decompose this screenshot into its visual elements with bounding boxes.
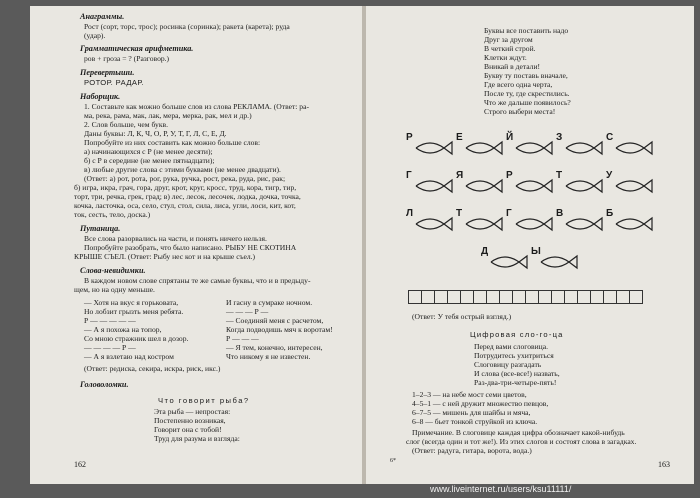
fish-line: Постепенно возникая,	[154, 416, 226, 425]
fish-fragment-icon	[514, 138, 554, 158]
poem-line: Буквы все поставить надо	[484, 26, 569, 35]
fish-fragment-icon	[514, 176, 554, 196]
poem-line: — — — Р —	[226, 307, 269, 316]
putanica-line: КРЫШЕ СЪЕЛ. (Ответ: Рыбу нес кот и на крыше съел.)	[74, 252, 256, 261]
answer-cell	[421, 290, 435, 304]
puzzle-cell	[456, 208, 506, 234]
answer-cell	[577, 290, 591, 304]
nab-line: (Ответ: а) рот, рота, рог, рука, ручка, рост, река, руда, рис, рак;	[84, 174, 286, 183]
reversals-text: РОТОР. РАДАР.	[84, 78, 144, 87]
putanica-line: Попробуйте разобрать, что было написано. РЫБУ НЕ СКОТИНА	[84, 243, 297, 252]
puzzle-cell	[556, 132, 606, 158]
reversals-title: Перевертыши.	[80, 68, 135, 77]
watermark: www.liveinternet.ru/users/ksu11111/	[430, 484, 572, 494]
grammath-text: ров + гроза = ? (Разговор.)	[84, 54, 170, 63]
fish-fragment-icon	[614, 138, 654, 158]
clue-line: 6–7–5 — мишень для шайбы и мяча,	[412, 408, 531, 417]
puzzle-cell	[456, 170, 506, 196]
fish-fragment-icon	[414, 138, 454, 158]
putanica-title: Путаница.	[80, 224, 121, 233]
puzzle-letter: Р	[406, 132, 413, 143]
puzzle-cell	[606, 208, 656, 234]
puzzle-letter: Г	[506, 208, 512, 219]
poem-line: Вникай в детали!	[484, 62, 541, 71]
digital-line: И слова (все-все!) назвать,	[474, 369, 560, 378]
poem-line: Где всего одна черта,	[484, 80, 553, 89]
fish-title: Что говорит рыба?	[158, 396, 250, 405]
answer-cell	[538, 290, 552, 304]
answer-cell	[486, 290, 500, 304]
poem-line: — Я тем, конечно, интересен,	[226, 343, 323, 352]
puzzle-letter: Р	[506, 170, 513, 181]
clue-line: 6–8 — бьет тонкой струйкой из ключа.	[412, 417, 538, 426]
puzzle-letter: Д	[481, 246, 489, 257]
naborshchik-title: Наборщик.	[80, 92, 121, 101]
poem-line: — А я похожа на топор,	[84, 325, 162, 334]
left-page	[30, 6, 363, 484]
poem-line: И гасну в сумраке ночном.	[226, 298, 313, 307]
answer-cell	[590, 290, 604, 304]
poem-line: Р — — —	[226, 334, 259, 343]
fish-fragment-icon	[464, 138, 504, 158]
digital-line: Слоговицу разгадать	[474, 360, 542, 369]
page-number-left: 162	[74, 460, 86, 469]
anagrams-text: Рост (сорт, торс, трос); росинка (соринка); ракета (карета); руда	[84, 22, 290, 31]
puzzle-cell	[531, 246, 581, 272]
note-line: слог (всегда один и тот же!). Из этих слогов и состоят слова в загадках.	[406, 437, 637, 446]
fish-letter-puzzle	[406, 132, 676, 282]
puzzle-letter: Б	[606, 208, 614, 219]
puzzle-cell	[481, 246, 531, 272]
nab-line: б) игра, икра, грач, гора, друг, крот, круг, кросс, труд, кора, тигр, тир,	[74, 183, 297, 192]
puzzle-letter: Е	[456, 132, 463, 143]
invisible-line: В каждом новом слове спрятаны те же самые буквы, что и в предыду-	[84, 276, 311, 285]
poem-line: Но лобзит грызть меня ребята.	[84, 307, 184, 316]
poem-line: Клетки ждут.	[484, 53, 527, 62]
puzzle-letter: У	[606, 170, 613, 181]
puzzle-letter: В	[556, 208, 564, 219]
fish-fragment-icon	[564, 176, 604, 196]
poem-line: Со мною стражник шел в дозор.	[84, 334, 189, 343]
fish-fragment-icon	[464, 176, 504, 196]
fish-fragment-icon	[564, 138, 604, 158]
nab-line: а) начинающихся с Р (не менее десяти);	[84, 147, 213, 156]
right-page	[366, 6, 694, 484]
putanica-line: Все слова разорвались на части, и понять ничего нельзя.	[84, 234, 267, 243]
poem-line: После ту, где скрестились.	[484, 89, 570, 98]
poem-line: Друг за другом	[484, 35, 533, 44]
clue-line: 1–2–3 — на небе мост семи цветов,	[412, 390, 527, 399]
puzzle-letter: С	[606, 132, 614, 143]
puzzle-cell	[556, 170, 606, 196]
answer-grid	[408, 290, 642, 304]
answer-cell	[616, 290, 630, 304]
page-number-right: 163	[658, 460, 670, 469]
nab-line: торт, три, речка, грек, град; в) лес, лесок, лесочек, лодка, дочка, точка,	[74, 192, 301, 201]
puzzle-cell	[406, 208, 456, 234]
puzzle-cell	[406, 170, 456, 196]
digital-line: Потрудитесь ухитриться	[474, 351, 554, 360]
puzzle-letter: Т	[456, 208, 463, 219]
nab-line: б) с Р в середине (не менее пятнадцати);	[84, 156, 215, 165]
fish-fragment-icon	[614, 176, 654, 196]
note-line: (Ответ: радуга, гитара, ворота, вода.)	[412, 446, 532, 455]
poem-line: Р — — — — —	[84, 316, 136, 325]
nab-line: кочка, ласточка, оса, село, стул, стол, сила, лиса, угли, лоси, кит, кот,	[74, 201, 296, 210]
puzzle-letter: З	[556, 132, 563, 143]
puzzle-letter: Т	[556, 170, 563, 181]
answer-cell	[551, 290, 565, 304]
answer-cell	[525, 290, 539, 304]
invisible-line: щем, но на одну меньше.	[74, 285, 155, 294]
answer-cell	[408, 290, 422, 304]
poem-line: В четкий строй.	[484, 44, 536, 53]
puzzle-cell	[456, 132, 506, 158]
puzzle-cell	[406, 132, 456, 158]
poem-line: — — — — Р —	[84, 343, 136, 352]
grammath-title: Грамматическая арифметика.	[80, 44, 194, 53]
answer-cell	[603, 290, 617, 304]
answer-cell	[447, 290, 461, 304]
fish-fragment-icon	[614, 214, 654, 234]
puzzle-cell	[606, 132, 656, 158]
answer-cell	[629, 290, 643, 304]
nab-line: в) любые другие слова с этими буквами (не менее двадцати).	[84, 165, 281, 174]
puzzle-cell	[556, 208, 606, 234]
nab-line: 1. Составьте как можно больше слов из слова РЕКЛАМА. (Ответ: ра-	[84, 102, 309, 111]
nab-line: Попробуйте из них составить как можно больше слов:	[84, 138, 261, 147]
poem-line: Строго выбери места!	[484, 107, 556, 116]
puzzle-cell	[506, 208, 556, 234]
nab-line: Даны буквы: Л, К, Ч, О, Р, У, Т, Г, Л, С, Е, Д.	[84, 129, 227, 138]
poem-line: Что никому я не известен.	[226, 352, 311, 361]
puzzle-letter: Я	[456, 170, 464, 181]
poem-line: — Хотя на вкус я горьковата,	[84, 298, 179, 307]
poem-line: — А я взлетаю над костром	[84, 352, 174, 361]
signature-mark: 6*	[390, 458, 396, 464]
answer-cell	[460, 290, 474, 304]
nab-line: ма, река, рама, мак, лак, мера, мерка, рак, мел и др.)	[84, 111, 252, 120]
puzzle-cell	[506, 170, 556, 196]
puzzle-cell	[606, 170, 656, 196]
poem-line: Когда подводишь мяч к воротам!	[226, 325, 333, 334]
fish-fragment-icon	[514, 214, 554, 234]
fish-line: Труд для разума и взгляда:	[154, 434, 240, 443]
fish-fragment-icon	[464, 214, 504, 234]
poem-line: Что же дальше появилось?	[484, 98, 571, 107]
answer-cell	[564, 290, 578, 304]
fish-fragment-icon	[489, 252, 529, 272]
puzzle-letter: Л	[406, 208, 414, 219]
poem-line: — Соединяй меня с расчетом,	[226, 316, 324, 325]
fish-fragment-icon	[539, 252, 579, 272]
answer-cell	[473, 290, 487, 304]
anagrams-title: Анаграммы.	[80, 12, 125, 21]
puzzle-letter: Ы	[531, 246, 541, 257]
answer-cell	[434, 290, 448, 304]
answer-cell	[499, 290, 513, 304]
anagrams-text-2: (удар).	[84, 31, 106, 40]
digital-line: Перед вами слоговица.	[474, 342, 548, 351]
fish-line: Эта рыба — непростая:	[154, 407, 231, 416]
poem-line: Букву ту поставь вначале,	[484, 71, 568, 80]
puzzle-cell	[506, 132, 556, 158]
digital-line: Раз-два-три-четыре-пять!	[474, 378, 557, 387]
puzzle-letter: Й	[506, 132, 514, 143]
nab-line: ток, сесть, тело, доска.)	[74, 210, 151, 219]
clue-line: 4–5–1 — с ней дружит множество певцов,	[412, 399, 549, 408]
nab-line: 2. Слов больше, чем букв.	[84, 120, 168, 129]
note-line: Примечание. В слоговице каждая цифра обозначает какой-нибудь	[412, 428, 625, 437]
fish-fragment-icon	[564, 214, 604, 234]
invisible-answer: (Ответ: редиска, секира, искра, риск, икс.)	[84, 364, 221, 373]
puzzle-letter: Г	[406, 170, 412, 181]
fish-fragment-icon	[414, 176, 454, 196]
puzzle-answer: (Ответ: У тебя острый взгляд.)	[412, 312, 512, 321]
fish-line: Говорит она с тобой!	[154, 425, 222, 434]
invisible-title: Слова-невидимки.	[80, 266, 146, 275]
headbreakers-title: Головоломки.	[80, 380, 129, 389]
answer-cell	[512, 290, 526, 304]
fish-fragment-icon	[414, 214, 454, 234]
digital-title: Цифровая сло-го-ца	[470, 330, 564, 339]
